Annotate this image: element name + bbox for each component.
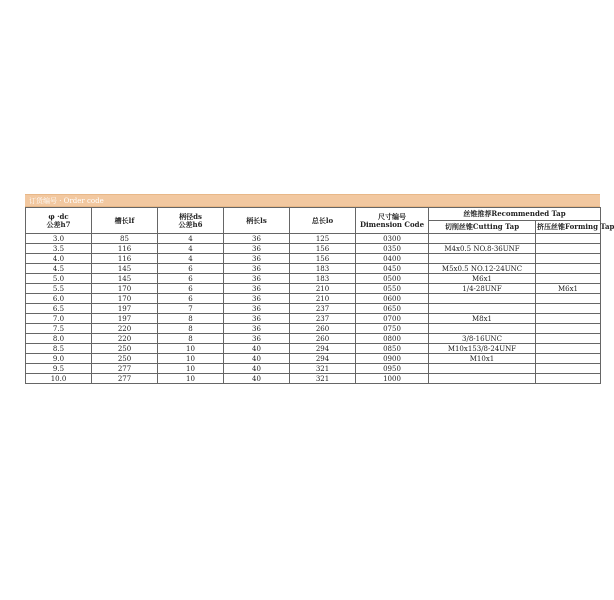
cell-cut [429,254,536,264]
header-recommended-tap: 丝锥推荐Recommended Tap [429,208,601,221]
header-cutting-tap: 切削丝锥Cutting Tap [429,221,536,234]
cell-cut: M4x0.5 NO.8-36UNF [429,244,536,254]
cell-lo: 260 [290,334,356,344]
cell-code: 0550 [356,284,429,294]
cell-lf: 197 [92,314,158,324]
cell-code: 1000 [356,374,429,384]
cell-form [536,314,601,324]
cell-lf: 116 [92,254,158,264]
cell-code: 0950 [356,364,429,374]
cell-lo: 237 [290,304,356,314]
cell-code: 0650 [356,304,429,314]
cell-cut [429,374,536,384]
cell-ds: 6 [158,264,224,274]
cell-lo: 321 [290,374,356,384]
header-dimension-code: 尺寸编号 Dimension Code [356,208,429,234]
cell-dc: 9.0 [26,354,92,364]
cell-cut: 3/8-16UNC [429,334,536,344]
cell-lo: 260 [290,324,356,334]
table-row [26,264,601,274]
cell-dc: 10.0 [26,374,92,384]
cell-code: 0900 [356,354,429,364]
cell-ls: 36 [224,334,290,344]
cell-form [536,234,601,244]
cell-cut [429,294,536,304]
cell-ls: 36 [224,304,290,314]
cell-lo: 183 [290,264,356,274]
table-row [26,354,601,364]
table-row [26,304,601,314]
cell-form [536,354,601,364]
cell-cut [429,364,536,374]
cell-lf: 85 [92,234,158,244]
cell-form [536,334,601,344]
cell-dc: 6.0 [26,294,92,304]
cell-ds: 8 [158,324,224,334]
cell-ds: 6 [158,274,224,284]
cell-ls: 36 [224,274,290,284]
table-row [26,294,601,304]
header-ls: 柄长ls [224,208,290,234]
order-code-title: 订货编号 · Order code [25,194,600,207]
cell-lf: 220 [92,334,158,344]
cell-code: 0850 [356,344,429,354]
cell-lf: 197 [92,304,158,314]
cell-lf: 145 [92,264,158,274]
cell-cut [429,234,536,244]
cell-ls: 40 [224,344,290,354]
table-row [26,314,601,324]
cell-code: 0500 [356,274,429,284]
cell-lo: 156 [290,254,356,264]
cell-lo: 294 [290,344,356,354]
cell-form [536,304,601,314]
cell-cut: M6x1 [429,274,536,284]
order-code-rows [26,234,601,384]
cell-dc: 5.5 [26,284,92,294]
cell-ds: 10 [158,354,224,364]
table-row [26,274,601,284]
cell-code: 0450 [356,264,429,274]
cell-code: 0700 [356,314,429,324]
cell-lf: 145 [92,274,158,284]
cell-lo: 210 [290,294,356,304]
header-row-1 [26,208,601,221]
cell-code: 0750 [356,324,429,334]
cell-ls: 36 [224,264,290,274]
table-row [26,334,601,344]
table-row [26,344,601,354]
cell-code: 0600 [356,294,429,304]
cell-lf: 170 [92,284,158,294]
cell-lo: 156 [290,244,356,254]
cell-dc: 7.5 [26,324,92,334]
cell-ds: 8 [158,314,224,324]
order-code-table [25,207,614,384]
cell-ls: 36 [224,284,290,294]
header-lo: 总长lo [290,208,356,234]
table-row [26,244,601,254]
cell-lo: 321 [290,364,356,374]
table-row [26,324,601,334]
cell-form [536,344,601,354]
cell-lf: 116 [92,244,158,254]
cell-lf: 277 [92,374,158,384]
cell-lf: 250 [92,354,158,364]
cell-cut: M10x1 [429,354,536,364]
cell-cut: M10x153/8-24UNF [429,344,536,354]
cell-dc: 8.0 [26,334,92,344]
cell-form [536,324,601,334]
cell-form [536,244,601,254]
cell-ds: 6 [158,294,224,304]
cell-cut: 1/4-28UNF [429,284,536,294]
table-row [26,284,601,294]
cell-ds: 10 [158,344,224,354]
cell-dc: 4.0 [26,254,92,264]
cell-ls: 36 [224,254,290,264]
table-row [26,234,601,244]
cell-form [536,374,601,384]
table-row [26,364,601,374]
cell-ls: 36 [224,244,290,254]
cell-cut [429,304,536,314]
cell-dc: 3.0 [26,234,92,244]
cell-code: 0300 [356,234,429,244]
cell-ds: 4 [158,254,224,264]
cell-dc: 5.0 [26,274,92,284]
header-dc: φ ·dc 公差h7 [26,208,92,234]
cell-lo: 210 [290,284,356,294]
cell-cut [429,324,536,334]
cell-dc: 7.0 [26,314,92,324]
cell-lo: 237 [290,314,356,324]
cell-ls: 36 [224,294,290,304]
cell-form [536,254,601,264]
cell-form [536,364,601,374]
order-code-panel [25,194,614,384]
cell-form: M6x1 [536,284,601,294]
cell-code: 0350 [356,244,429,254]
table-row [26,254,601,264]
cell-lf: 250 [92,344,158,354]
cell-dc: 9.5 [26,364,92,374]
cell-code: 0400 [356,254,429,264]
cell-ls: 40 [224,364,290,374]
cell-ds: 4 [158,234,224,244]
cell-ds: 10 [158,364,224,374]
cell-ls: 40 [224,374,290,384]
cell-lo: 294 [290,354,356,364]
cell-lf: 220 [92,324,158,334]
cell-lf: 170 [92,294,158,304]
cell-ds: 6 [158,284,224,294]
cell-dc: 6.5 [26,304,92,314]
header-lf: 槽长lf [92,208,158,234]
cell-ls: 36 [224,234,290,244]
cell-ls: 36 [224,314,290,324]
cell-form [536,274,601,284]
cell-ds: 4 [158,244,224,254]
cell-dc: 4.5 [26,264,92,274]
cell-lf: 277 [92,364,158,374]
cell-code: 0800 [356,334,429,344]
cell-form [536,264,601,274]
cell-lo: 183 [290,274,356,284]
cell-ds: 10 [158,374,224,384]
cell-lo: 125 [290,234,356,244]
header-forming-tap: 挤压丝锥Forming Tap [536,221,601,234]
cell-dc: 3.5 [26,244,92,254]
cell-ls: 40 [224,354,290,364]
cell-dc: 8.5 [26,344,92,354]
cell-ds: 7 [158,304,224,314]
cell-ds: 8 [158,334,224,344]
cell-form [536,294,601,304]
cell-cut: M5x0.5 NO.12-24UNC [429,264,536,274]
cell-ls: 36 [224,324,290,334]
table-row [26,374,601,384]
cell-cut: M8x1 [429,314,536,324]
header-ds: 柄径ds 公差h6 [158,208,224,234]
